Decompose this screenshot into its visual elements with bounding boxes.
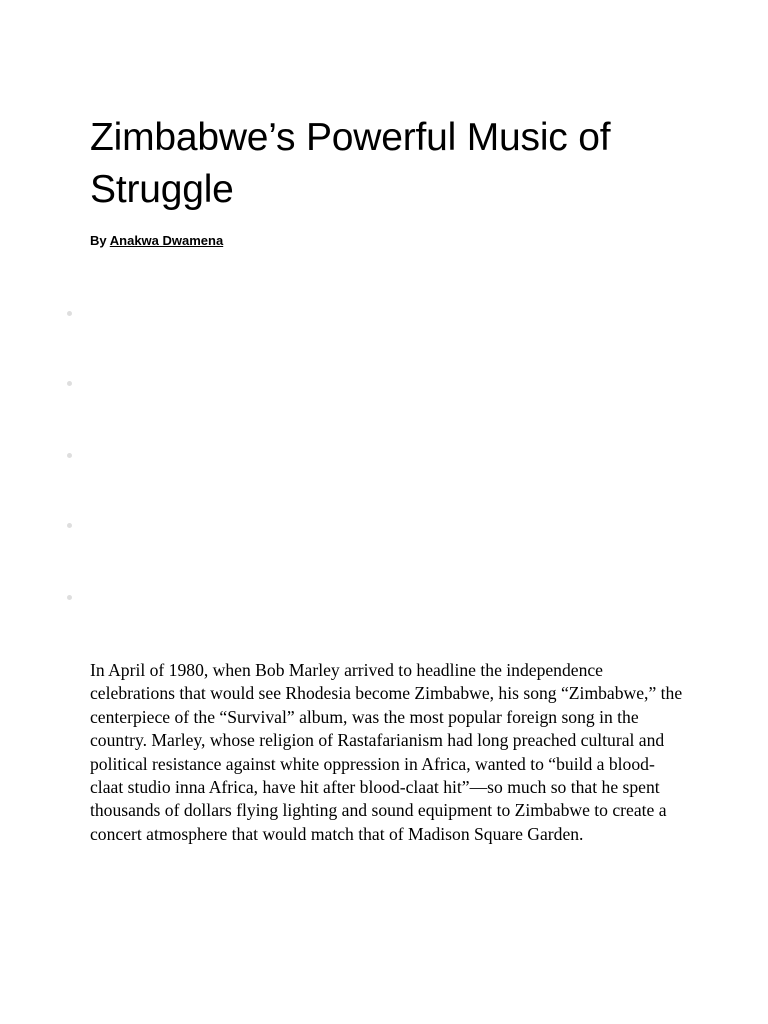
bullet-item: [67, 595, 72, 600]
bullet-item: [67, 381, 72, 386]
author-link[interactable]: Anakwa Dwamena: [109, 233, 224, 248]
bullet-item: [67, 311, 72, 316]
bullet-item: [67, 453, 72, 458]
byline: [90, 232, 223, 250]
byline-prefix: By: [90, 233, 107, 248]
article-title: Zimbabwe’s Powerful Music of Struggle: [90, 116, 611, 211]
bullet-item: [67, 523, 72, 528]
article-body: In April of 1980, when Bob Marley arrived to headline the independence celebrations that would see Rhodesia become Zimbabwe, his song “Zimbabwe,” the centerpiece of the “Survival” album, was the most popular foreign song in the country. Marley, whose religion of Rastafarianism had long preached cultural and political resistance against white oppression in Africa, wanted to “build a blood-claat studio inna Africa, have hit after blood-claat hit”—so much so that he spent thousands of dollars flying lighting and sound equipment to Zimbabwe to create a concert atmosphere that would match that of Madison Square Garden.: [90, 660, 683, 844]
